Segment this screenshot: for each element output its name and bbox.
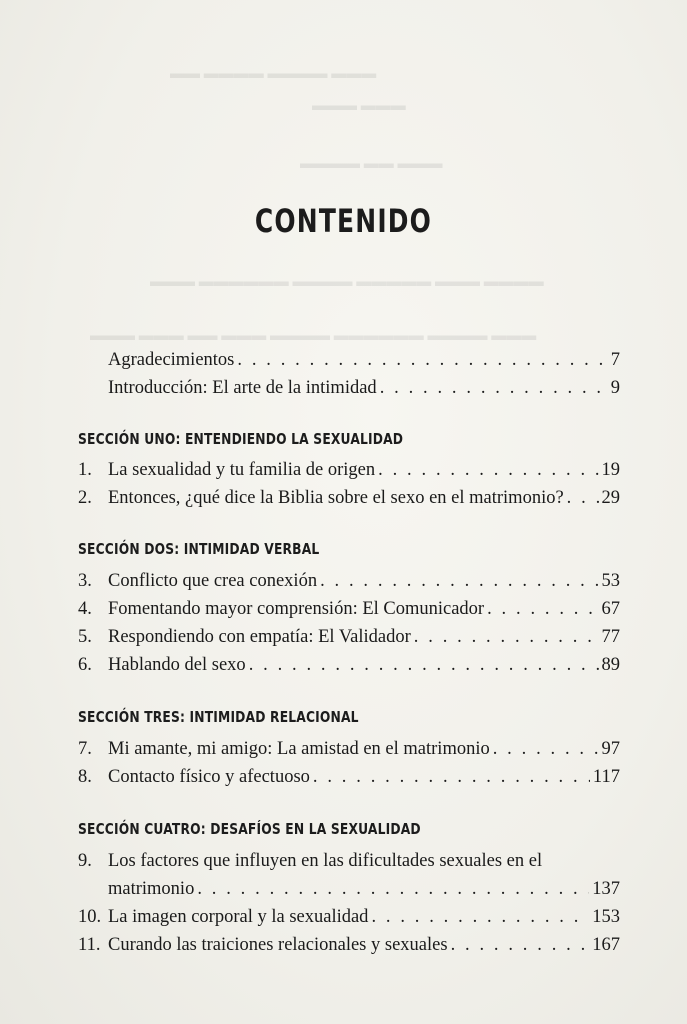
chapter-number: 1.: [78, 460, 92, 480]
toc-page-number: 7: [610, 350, 620, 370]
dot-leader: [567, 485, 599, 511]
toc-chapter-9: [78, 848, 620, 874]
chapter-title: Mi amante, mi amigo: La amistad en el matrimonio: [108, 739, 490, 759]
dot-leader: [197, 876, 589, 902]
toc-chapter-4: [78, 596, 620, 622]
toc-page-number: 97: [601, 739, 620, 759]
dot-leader: [378, 457, 598, 483]
toc-page-number: 67: [601, 599, 620, 619]
toc-page-number: 29: [601, 488, 620, 508]
toc-entry-text: Agradecimientos: [108, 350, 235, 370]
bleed-through-text: ▬▬▬▬ ▬▬ ▬▬▬: [300, 156, 443, 172]
dot-leader: [313, 764, 590, 790]
chapter-number: 10.: [78, 907, 102, 927]
chapter-title: Curando las traiciones relacionales y sexuales: [108, 935, 448, 955]
bleed-through-text: ▬▬▬ ▬▬▬▬▬▬ ▬▬▬▬ ▬▬▬▬▬ ▬▬▬ ▬▬▬▬: [150, 274, 544, 290]
toc-chapter-7: [78, 736, 620, 762]
dot-leader: [371, 904, 589, 930]
section-heading-dos: SECCIÓN DOS: INTIMIDAD VERBAL: [78, 540, 320, 558]
toc-entry-introduccion: [108, 375, 620, 401]
toc-chapter-8: [78, 764, 620, 790]
toc-entry-text: Introducción: El arte de la intimidad: [108, 378, 377, 398]
chapter-number: 11.: [78, 935, 101, 955]
dot-leader: [493, 736, 599, 762]
toc-chapter-2: [78, 485, 620, 511]
chapter-title: Respondiendo con empatía: El Validador: [108, 627, 411, 647]
bleed-through-text: ▬▬▬ ▬▬▬: [312, 98, 406, 114]
toc-page-number: 9: [610, 378, 620, 398]
toc-page-number: 89: [601, 655, 620, 675]
chapter-title: La sexualidad y tu familia de origen: [108, 460, 376, 480]
dot-leader: [320, 568, 598, 594]
chapter-title-continuation: matrimonio: [108, 879, 195, 899]
toc-page-number: 53: [601, 571, 620, 591]
chapter-number: 6.: [78, 655, 92, 675]
dot-leader: [237, 347, 607, 373]
toc-chapter-6: [78, 652, 620, 678]
chapter-number: 7.: [78, 739, 92, 759]
toc-page-number: 19: [601, 460, 620, 480]
chapter-number: 9.: [78, 851, 92, 871]
dot-leader: [487, 596, 598, 622]
toc-chapter-1: [78, 457, 620, 483]
chapter-title: Entonces, ¿qué dice la Biblia sobre el sexo en el matrimonio?: [108, 488, 564, 508]
dot-leader: [380, 375, 608, 401]
chapter-number: 8.: [78, 767, 92, 787]
toc-chapter-3: [78, 568, 620, 594]
chapter-title: La imagen corporal y la sexualidad: [108, 907, 369, 927]
section-heading-uno: SECCIÓN UNO: ENTENDIENDO LA SEXUALIDAD: [78, 430, 404, 448]
toc-page-number: 77: [601, 627, 620, 647]
toc-chapter-5: [78, 624, 620, 650]
section-heading-cuatro: SECCIÓN CUATRO: DESAFÍOS EN LA SEXUALIDAD: [78, 820, 421, 838]
chapter-title: Hablando del sexo: [108, 655, 246, 675]
chapter-number: 2.: [78, 488, 92, 508]
toc-chapter-9-continued: [108, 876, 620, 902]
page-title: CONTENIDO: [254, 202, 433, 240]
section-heading-tres: SECCIÓN TRES: INTIMIDAD RELACIONAL: [78, 708, 359, 726]
toc-chapter-11: [78, 932, 620, 958]
dot-leader: [249, 652, 599, 678]
toc-page-number: 153: [592, 907, 620, 927]
bleed-through-text: ▬▬ ▬▬▬▬ ▬▬▬▬ ▬▬▬: [170, 66, 377, 82]
chapter-title: Contacto físico y afectuoso: [108, 767, 310, 787]
chapter-number: 3.: [78, 571, 92, 591]
chapter-number: 5.: [78, 627, 92, 647]
toc-chapter-10: [78, 904, 620, 930]
dot-leader: [414, 624, 599, 650]
chapter-number: 4.: [78, 599, 92, 619]
dot-leader: [451, 932, 590, 958]
toc-page-number: 137: [592, 879, 620, 899]
chapter-title: Los factores que influyen en las dificultades sexuales en el: [108, 851, 543, 871]
chapter-title: Fomentando mayor comprensión: El Comunicador: [108, 599, 485, 619]
toc-page-number: 167: [592, 935, 620, 955]
toc-entry-agradecimientos: [108, 347, 620, 373]
bleed-through-text: ▬▬▬ ▬▬▬ ▬▬ ▬▬▬ ▬▬▬▬ ▬▬▬▬▬▬ ▬▬▬▬ ▬▬▬: [90, 328, 537, 344]
toc-page-number: 117: [592, 767, 620, 787]
chapter-title: Conflicto que crea conexión: [108, 571, 318, 591]
